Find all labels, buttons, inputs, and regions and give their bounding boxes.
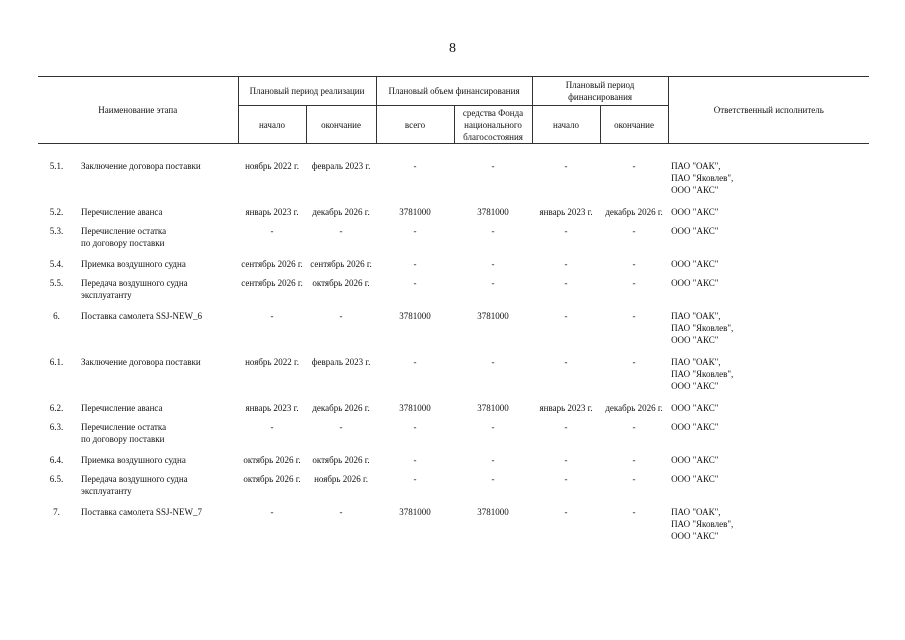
stage-name-cell: Перечисление остатка по договору поставки: [81, 226, 167, 248]
row-number-cell: 6.2.: [49, 403, 64, 413]
fin-start-cell: январь 2023 г.: [539, 207, 593, 217]
responsible-cell: ООО "АКС": [671, 278, 719, 288]
header-start: начало: [238, 106, 306, 144]
fin-start-cell: -: [564, 226, 568, 236]
fin-fund-cell: -: [491, 357, 495, 367]
responsible-cell: ООО "АКС": [671, 422, 719, 432]
fin-total-cell: -: [413, 278, 417, 288]
fin-total-cell: 3781000: [399, 507, 431, 517]
table-header: [38, 77, 869, 144]
table-row: [38, 506, 869, 552]
header-fin-period: Плановый период финансирования: [532, 77, 668, 106]
fin-end-cell: -: [632, 357, 636, 367]
table-row: [38, 277, 869, 310]
fin-end-cell: -: [632, 278, 636, 288]
impl-start-cell: ноябрь 2022 г.: [245, 161, 299, 171]
responsible-cell: ООО "АКС": [671, 474, 719, 484]
impl-end-cell: сентябрь 2026 г.: [310, 259, 372, 269]
header-fin-volume: Плановый объем финансирования: [376, 77, 532, 106]
header-fin-start: начало: [532, 106, 600, 144]
fin-end-cell: -: [632, 226, 636, 236]
responsible-cell: ПАО "ОАК", ПАО "Яковлев", ООО "АКС": [671, 311, 734, 345]
stage-name-cell: Передача воздушного судна эксплуатанту: [81, 474, 188, 496]
fin-fund-cell: -: [491, 422, 495, 432]
stage-name-cell: Приемка воздушного судна: [81, 455, 186, 465]
fin-fund-cell: 3781000: [477, 507, 509, 517]
header-impl-period: Плановый период реализации: [238, 77, 376, 106]
impl-start-cell: сентябрь 2026 г.: [241, 259, 303, 269]
fin-total-cell: -: [413, 357, 417, 367]
stage-name-cell: Поставка самолета SSJ-NEW_7: [81, 507, 202, 517]
stage-name-cell: Приемка воздушного судна: [81, 259, 186, 269]
fin-start-cell: -: [564, 161, 568, 171]
impl-start-cell: ноябрь 2022 г.: [245, 357, 299, 367]
fin-fund-cell: 3781000: [477, 207, 509, 217]
impl-start-cell: -: [270, 422, 274, 432]
fin-start-cell: -: [564, 259, 568, 269]
responsible-cell: ООО "АКС": [671, 207, 719, 217]
fin-total-cell: 3781000: [399, 403, 431, 413]
table-row: [38, 225, 869, 258]
fin-start-cell: -: [564, 278, 568, 288]
impl-start-cell: январь 2023 г.: [245, 403, 299, 413]
responsible-cell: ПАО "ОАК", ПАО "Яковлев", ООО "АКС": [671, 161, 734, 195]
impl-end-cell: октябрь 2026 г.: [312, 278, 370, 288]
impl-end-cell: -: [339, 507, 343, 517]
impl-end-cell: -: [339, 226, 343, 236]
impl-end-cell: -: [339, 422, 343, 432]
table-row: [38, 258, 869, 277]
impl-end-cell: февраль 2023 г.: [311, 357, 371, 367]
impl-start-cell: октябрь 2026 г.: [243, 455, 301, 465]
impl-end-cell: декабрь 2026 г.: [312, 207, 370, 217]
table-row: [38, 421, 869, 454]
fin-end-cell: -: [632, 507, 636, 517]
impl-start-cell: -: [270, 311, 274, 321]
impl-end-cell: декабрь 2026 г.: [312, 403, 370, 413]
fin-start-cell: -: [564, 311, 568, 321]
header-stage-name: Наименование этапа: [38, 77, 238, 144]
fin-fund-cell: 3781000: [477, 311, 509, 321]
table-row: [38, 454, 869, 473]
table-row: [38, 310, 869, 356]
fin-end-cell: -: [632, 161, 636, 171]
header-end: окончание: [306, 106, 376, 144]
impl-end-cell: октябрь 2026 г.: [312, 455, 370, 465]
fin-fund-cell: -: [491, 226, 495, 236]
fin-start-cell: -: [564, 422, 568, 432]
header-total: всего: [376, 106, 454, 144]
fin-end-cell: декабрь 2026 г.: [605, 403, 663, 413]
header-responsible: Ответственный исполнитель: [668, 77, 869, 144]
stage-name-cell: Передача воздушного судна эксплуатанту: [81, 278, 188, 300]
fin-total-cell: -: [413, 161, 417, 171]
fin-start-cell: январь 2023 г.: [539, 403, 593, 413]
impl-start-cell: октябрь 2026 г.: [243, 474, 301, 484]
fin-end-cell: -: [632, 311, 636, 321]
fin-fund-cell: -: [491, 474, 495, 484]
stage-table: [38, 76, 869, 552]
responsible-cell: ПАО "ОАК", ПАО "Яковлев", ООО "АКС": [671, 507, 734, 541]
table-row: [38, 356, 869, 402]
table-row: [38, 402, 869, 421]
stage-name-cell: Поставка самолета SSJ-NEW_6: [81, 311, 202, 321]
header-fin-end: окончание: [600, 106, 668, 144]
stage-name-cell: Заключение договора поставки: [81, 161, 201, 171]
responsible-cell: ПАО "ОАК", ПАО "Яковлев", ООО "АКС": [671, 357, 734, 391]
impl-start-cell: -: [270, 507, 274, 517]
impl-end-cell: ноябрь 2026 г.: [314, 474, 368, 484]
fin-total-cell: -: [413, 259, 417, 269]
page-number: 8: [449, 41, 456, 56]
responsible-cell: ООО "АКС": [671, 455, 719, 465]
fin-fund-cell: -: [491, 278, 495, 288]
stage-name-cell: Заключение договора поставки: [81, 357, 201, 367]
row-number-cell: 5.5.: [49, 278, 64, 288]
fin-end-cell: -: [632, 422, 636, 432]
fin-total-cell: -: [413, 226, 417, 236]
fin-fund-cell: 3781000: [477, 403, 509, 413]
impl-start-cell: -: [270, 226, 274, 236]
table-row: [38, 206, 869, 225]
fin-end-cell: -: [632, 474, 636, 484]
fin-start-cell: -: [564, 507, 568, 517]
fin-end-cell: -: [632, 259, 636, 269]
responsible-cell: ООО "АКС": [671, 259, 719, 269]
row-number-cell: 5.1.: [49, 161, 64, 171]
fin-total-cell: 3781000: [399, 207, 431, 217]
fin-total-cell: 3781000: [399, 311, 431, 321]
impl-end-cell: февраль 2023 г.: [311, 161, 371, 171]
table-row: [38, 473, 869, 506]
fin-start-cell: -: [564, 455, 568, 465]
fin-start-cell: -: [564, 474, 568, 484]
responsible-cell: ООО "АКС": [671, 226, 719, 236]
fin-fund-cell: -: [491, 455, 495, 465]
fin-fund-cell: -: [491, 259, 495, 269]
stage-name-cell: Перечисление остатка по договору поставки: [81, 422, 167, 444]
header-fund: средства Фонда национального благосостояния: [454, 106, 532, 144]
row-number-cell: 7.: [53, 507, 60, 517]
row-number-cell: 6.1.: [49, 357, 64, 367]
fin-start-cell: -: [564, 357, 568, 367]
row-number-cell: 5.2.: [49, 207, 64, 217]
row-number-cell: 6.: [53, 311, 60, 321]
impl-start-cell: сентябрь 2026 г.: [241, 278, 303, 288]
row-number-cell: 5.3.: [49, 226, 64, 236]
fin-fund-cell: -: [491, 161, 495, 171]
row-number-cell: 6.4.: [49, 455, 64, 465]
fin-total-cell: -: [413, 455, 417, 465]
row-number-cell: 6.3.: [49, 422, 64, 432]
row-number-cell: 5.4.: [49, 259, 64, 269]
responsible-cell: ООО "АКС": [671, 403, 719, 413]
impl-end-cell: -: [339, 311, 343, 321]
fin-end-cell: декабрь 2026 г.: [605, 207, 663, 217]
fin-total-cell: -: [413, 422, 417, 432]
fin-end-cell: -: [632, 455, 636, 465]
row-number-cell: 6.5.: [49, 474, 64, 484]
stage-name-cell: Перечисление аванса: [81, 403, 163, 413]
fin-total-cell: -: [413, 474, 417, 484]
stage-name-cell: Перечисление аванса: [81, 207, 163, 217]
impl-start-cell: январь 2023 г.: [245, 207, 299, 217]
table-row: [38, 144, 869, 207]
table-body: [38, 144, 869, 553]
